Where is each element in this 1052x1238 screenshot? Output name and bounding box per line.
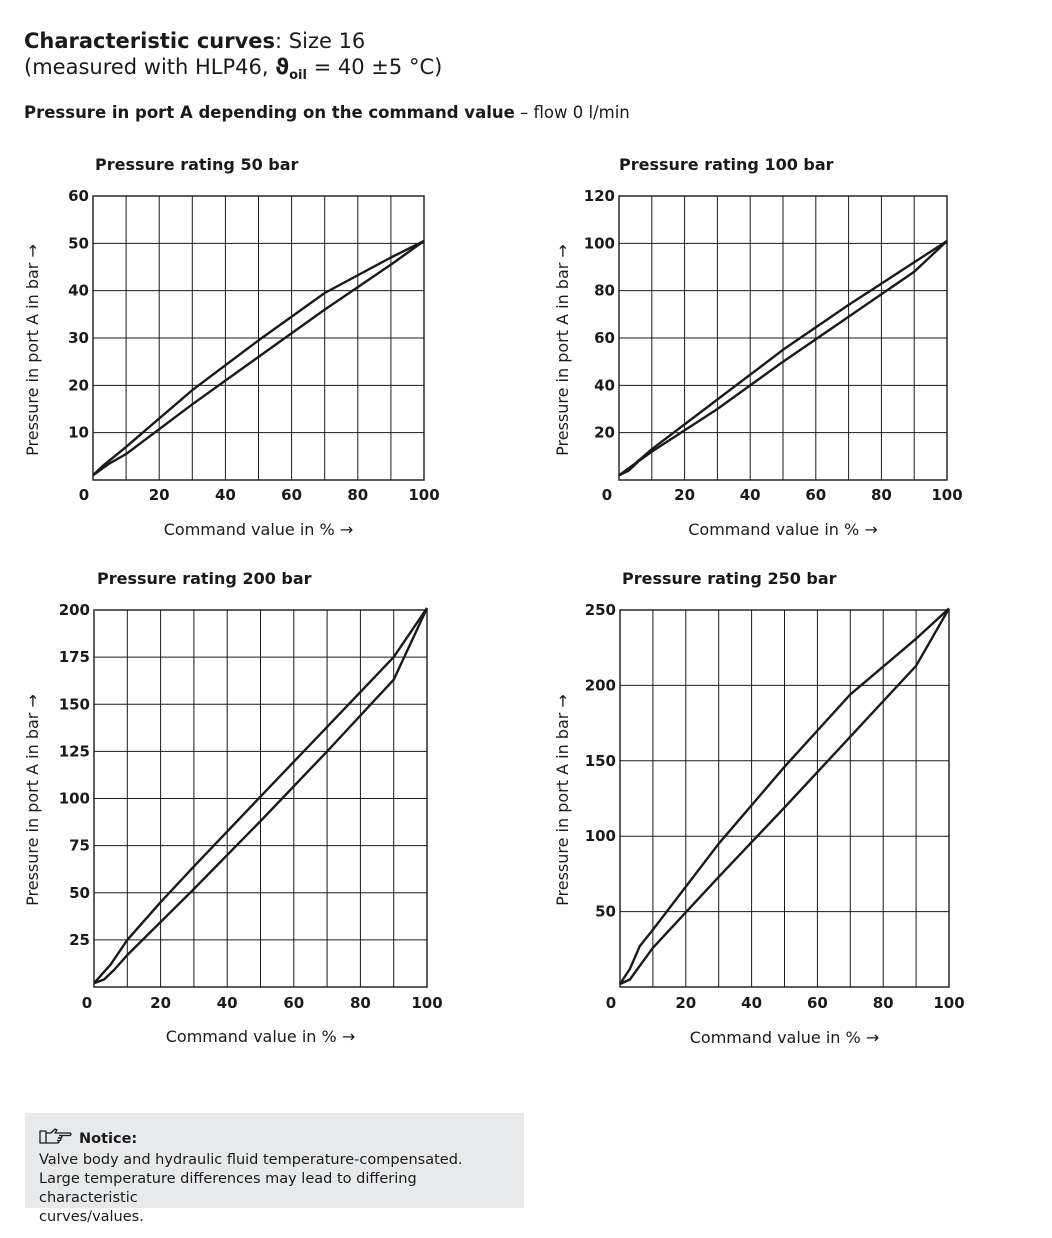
x-tick-label: 80	[349, 994, 371, 1012]
x-tick-label: 80	[870, 486, 892, 504]
chart-title: Pressure rating 250 bar	[622, 569, 837, 588]
y-tick-label: 40	[68, 281, 89, 300]
y-tick-label: 60	[594, 329, 615, 347]
notice-label: Notice:	[79, 1130, 138, 1147]
y-tick-label: 175	[58, 648, 90, 667]
notice-line-2: Large temperature differences may lead to differing characteristic	[39, 1171, 417, 1206]
theta-subscript: oil	[289, 68, 307, 84]
y-tick-label: 200	[58, 601, 90, 619]
x-tick-label: 20	[148, 486, 170, 504]
x-tick-label: 60	[281, 486, 303, 504]
x-tick-label: 0	[78, 486, 90, 504]
chart-title: Pressure rating 100 bar	[619, 155, 834, 174]
y-tick-label: 10	[68, 423, 89, 442]
x-tick-label: 80	[347, 486, 369, 504]
pointing-hand-icon	[39, 1127, 73, 1151]
x-tick-label: 100	[933, 994, 965, 1012]
x-tick-label: 20	[674, 486, 696, 504]
section-heading-rest: – flow 0 l/min	[514, 103, 630, 122]
x-tick-label: 40	[214, 486, 236, 504]
x-tick-label: 60	[805, 486, 827, 504]
y-tick-label: 25	[69, 930, 90, 949]
y-tick-label: 30	[68, 329, 89, 347]
y-tick-label: 250	[584, 601, 616, 619]
y-tick-label: 150	[584, 751, 616, 770]
chart-1	[23, 155, 440, 539]
y-tick-label: 50	[69, 883, 90, 902]
x-axis-label: Command value in % →	[165, 1027, 356, 1046]
notice-header	[39, 1127, 510, 1151]
y-axis-label: Pressure in port A in bar →	[553, 694, 572, 906]
y-tick-label: 50	[68, 234, 89, 253]
x-tick-label: 100	[931, 486, 963, 504]
y-tick-label: 120	[583, 187, 615, 205]
x-axis-label: Command value in % →	[163, 520, 354, 539]
subtitle-suffix: = 40 ±5 °C)	[306, 55, 443, 79]
y-tick-label: 50	[595, 902, 616, 921]
notice-text	[39, 1151, 510, 1227]
theta-symbol: ϑ	[275, 55, 290, 79]
x-tick-label: 60	[806, 994, 828, 1012]
y-tick-label: 100	[584, 827, 616, 846]
subtitle-prefix: (measured with HLP46,	[24, 55, 276, 79]
notice-line-3: curves/values.	[39, 1209, 144, 1225]
heading-title-rest: : Size 16	[275, 29, 366, 53]
x-tick-label: 80	[872, 994, 894, 1012]
chart-title: Pressure rating 50 bar	[95, 155, 299, 174]
y-tick-label: 100	[58, 789, 90, 808]
x-tick-label: 0	[81, 994, 93, 1012]
x-tick-label: 100	[408, 486, 440, 504]
notice-box	[25, 1113, 524, 1225]
y-tick-label: 150	[58, 695, 90, 714]
x-tick-label: 60	[283, 994, 305, 1012]
x-tick-label: 40	[739, 486, 761, 504]
y-tick-label: 200	[584, 676, 616, 695]
x-tick-label: 40	[216, 994, 238, 1012]
x-axis-label: Command value in % →	[688, 520, 878, 539]
chart-2	[553, 155, 963, 539]
y-axis-label: Pressure in port A in bar →	[23, 694, 42, 906]
y-tick-label: 125	[58, 742, 90, 761]
x-tick-label: 0	[605, 994, 617, 1012]
y-tick-label: 75	[69, 836, 90, 855]
notice-line-1: Valve body and hydraulic fluid temperature-compensated.	[39, 1152, 463, 1168]
chart-4	[553, 569, 965, 1047]
x-tick-label: 20	[150, 994, 172, 1012]
y-tick-label: 80	[594, 281, 615, 300]
section-heading-bold: Pressure in port A depending on the command value	[24, 103, 515, 122]
chart-title: Pressure rating 200 bar	[97, 569, 312, 588]
y-tick-label: 40	[594, 376, 615, 395]
y-axis-label: Pressure in port A in bar →	[553, 244, 572, 456]
y-tick-label: 60	[68, 187, 89, 205]
x-tick-label: 20	[675, 994, 697, 1012]
y-tick-label: 20	[68, 376, 89, 395]
x-tick-label: 100	[411, 994, 443, 1012]
x-axis-label: Command value in % →	[689, 1028, 880, 1047]
y-tick-label: 100	[583, 234, 615, 253]
y-axis-label: Pressure in port A in bar →	[23, 244, 42, 456]
x-tick-label: 40	[741, 994, 763, 1012]
heading-title-bold: Characteristic curves	[24, 29, 276, 53]
chart-3	[23, 569, 443, 1046]
x-tick-label: 0	[601, 486, 613, 504]
y-tick-label: 20	[594, 423, 615, 442]
